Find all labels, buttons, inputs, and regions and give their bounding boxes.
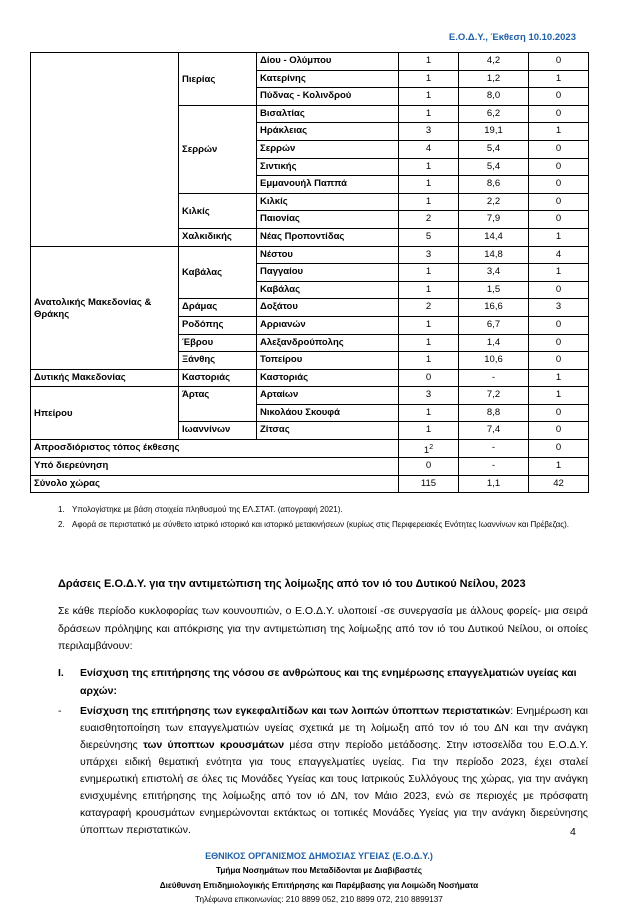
region-cell: Δυτικής Μακεδονίας: [31, 369, 179, 387]
municipality-cell: Αρριανών: [257, 316, 399, 334]
roman-heading: [58, 665, 588, 700]
rate-cell: 2,2: [459, 193, 529, 211]
rate-cell: 4,2: [459, 53, 529, 71]
section-title: Δράσεις Ε.Ο.Δ.Υ. για την αντιμετώπιση της λοίμωξης από τον ιό του Δυτικού Νείλου, 2023: [58, 578, 526, 590]
bullet-body-1: : Ενημέρωση και ευαισθητοποίηση των επαγγελματιών υγείας σχετικά με τη λοίμωξη από τον ιό του ΔΝ και την ανάγκη διερεύνησης: [80, 705, 588, 751]
footer-phones: Τηλέφωνα επικοινωνίας: 210 8899 052, 210 8899 072, 210 8899137: [195, 895, 443, 904]
rate-cell: 7,2: [459, 387, 529, 405]
note-1: [58, 503, 588, 516]
deaths-cell: 1: [529, 123, 589, 141]
rate-cell: 1,4: [459, 334, 529, 352]
rate-cell: 1,5: [459, 281, 529, 299]
unit-cell: Ροδόπης: [179, 316, 257, 334]
municipality-cell: Σιντικής: [257, 158, 399, 176]
footer-dept: Τμήμα Νοσημάτων που Μεταδίδονται με Διαβιβαστές: [215, 866, 423, 875]
unit-cell: Σερρών: [179, 105, 257, 193]
unit-cell: Δράμας: [179, 299, 257, 317]
deaths-cell: 0: [529, 211, 589, 229]
table-notes: [58, 503, 588, 533]
municipality-cell: Κατερίνης: [257, 70, 399, 88]
deaths-cell: 0: [529, 352, 589, 370]
summary-cases-value: 1: [423, 445, 430, 457]
table-row: [31, 53, 589, 71]
footnote-ref: 2: [429, 444, 434, 452]
total-cases: 115: [399, 475, 459, 493]
cases-cell: 2: [399, 211, 459, 229]
rate-cell: 10,6: [459, 352, 529, 370]
roman-number: I.: [58, 667, 64, 679]
rate-cell: 16,6: [459, 299, 529, 317]
unit-cell: Άρτας: [179, 387, 257, 422]
municipality-cell: Ζίτσας: [257, 422, 399, 440]
cases-cell: 1: [399, 264, 459, 282]
deaths-cell: 1: [529, 387, 589, 405]
rate-cell: 7,9: [459, 211, 529, 229]
cases-cell: 1: [399, 316, 459, 334]
cases-cell: 3: [399, 246, 459, 264]
cases-table: [30, 52, 589, 493]
cases-cell: 1: [399, 193, 459, 211]
cases-cell: 1: [399, 105, 459, 123]
rate-cell: -: [459, 369, 529, 387]
cases-cell: 0: [399, 369, 459, 387]
deaths-cell: 0: [529, 404, 589, 422]
total-label: Σύνολο χώρας: [31, 475, 399, 493]
summary-rate: -: [459, 440, 529, 458]
intro-paragraph: Σε κάθε περίοδο κυκλοφορίας των κουνουπιών, ο Ε.Ο.Δ.Υ. υλοποιεί -σε συνεργασία με άλλους φορείς- μια σειρά δράσεων πρόληψης και απόκρισης για την αντιμετώπιση της λοίμωξης από τον ιό του Δυτικού Νείλου, οι οποίες περιλαμβάνουν:: [58, 605, 588, 652]
unit-cell: Έβρου: [179, 334, 257, 352]
rate-cell: 5,4: [459, 158, 529, 176]
municipality-cell: Νικολάου Σκουφά: [257, 404, 399, 422]
rate-cell: 8,6: [459, 176, 529, 194]
deaths-cell: 0: [529, 316, 589, 334]
unit-cell: Πιερίας: [179, 53, 257, 106]
table-row: [31, 246, 589, 264]
bullet-bold-lead: Ενίσχυση της επιτήρησης των εγκεφαλιτίδων και των λοιπών ύποπτων περιστατικών: [80, 705, 511, 717]
total-row: [31, 475, 589, 493]
municipality-cell: Παιονίας: [257, 211, 399, 229]
cases-cell: 1: [399, 70, 459, 88]
rate-cell: 14,8: [459, 246, 529, 264]
cases-cell: 1: [399, 176, 459, 194]
unit-cell: Ιωαννίνων: [179, 422, 257, 440]
rate-cell: 7,4: [459, 422, 529, 440]
unit-cell: Κιλκίς: [179, 193, 257, 228]
summary-row: [31, 440, 589, 458]
municipality-cell: Δοξάτου: [257, 299, 399, 317]
deaths-cell: 0: [529, 105, 589, 123]
total-rate: 1,1: [459, 475, 529, 493]
municipality-cell: Νέστου: [257, 246, 399, 264]
rate-cell: 6,7: [459, 316, 529, 334]
summary-label: Απροσδιόριστος τόπος έκθεσης: [31, 440, 399, 458]
table-row: [31, 387, 589, 405]
page-number: 4: [570, 826, 576, 838]
summary-deaths: 0: [529, 440, 589, 458]
roman-heading-text: Ενίσχυση της επιτήρησης της νόσου σε ανθρώπους και της ενημέρωσης επαγγελματιών υγείας και αρχών:: [80, 667, 577, 697]
note-2: [58, 518, 588, 531]
cases-cell: 1: [399, 334, 459, 352]
deaths-cell: 0: [529, 158, 589, 176]
deaths-cell: 3: [529, 299, 589, 317]
municipality-cell: Αρταίων: [257, 387, 399, 405]
rate-cell: 6,2: [459, 105, 529, 123]
cases-cell: 1: [399, 281, 459, 299]
unit-cell: Χαλκιδικής: [179, 228, 257, 246]
summary-row: [31, 458, 589, 476]
municipality-cell: Νέας Προποντίδας: [257, 228, 399, 246]
summary-rate: -: [459, 458, 529, 476]
deaths-cell: 0: [529, 176, 589, 194]
region-cell: Ηπείρου: [31, 387, 179, 440]
cases-cell: 1: [399, 88, 459, 106]
deaths-cell: 0: [529, 140, 589, 158]
cases-cell: 1: [399, 352, 459, 370]
municipality-cell: Αλεξανδρούπολης: [257, 334, 399, 352]
deaths-cell: 1: [529, 70, 589, 88]
municipality-cell: Καστοριάς: [257, 369, 399, 387]
rate-cell: 8,8: [459, 404, 529, 422]
deaths-cell: 0: [529, 53, 589, 71]
cases-cell: 3: [399, 387, 459, 405]
cases-cell: 1: [399, 422, 459, 440]
summary-cases: [399, 440, 459, 458]
deaths-cell: 0: [529, 88, 589, 106]
note-text: Αφορά σε περιστατικό με σύνθετο ιατρικό ιστορικό και ιστορικό μετακινήσεων (κυρίως στις Περιφερειακές Ενότητες Ιωαννίνων και Πρέβεζας).: [72, 520, 569, 529]
unit-cell: Ξάνθης: [179, 352, 257, 370]
deaths-cell: 0: [529, 281, 589, 299]
cases-cell: 1: [399, 158, 459, 176]
total-deaths: 42: [529, 475, 589, 493]
unit-cell: Καστοριάς: [179, 369, 257, 387]
deaths-cell: 1: [529, 228, 589, 246]
bullet-body-2: μέσα στην περίοδο μετάδοσης. Στην ιστοσελίδα του Ε.Ο.Δ.Υ. υπάρχει ειδική θεματική ενότητα για τους επαγγελματίες υγείας. Για την περίοδο 2023, έχει σταλεί ενημερωτική επιστολή σε όλες τις Μονάδες Υγείας και τους Ιατρικούς Συλλόγους της χώρας, για την ανάγκη ενισχυμένης επιτήρησης της λοίμωξης από τον ιό ΔΝ, τον Μάιο 2023, ενώ σε περιοχές με πρόσφατη καταγραφή κρουσμάτων ενημερώνονται εκτάκτως οι τοπικές Μονάδες Υγείας για την ανάγκη διερεύνησης ύποπτων περιστατικών.: [80, 739, 588, 836]
bullet-bold-inline: των ύποπτων κρουσμάτων: [143, 739, 285, 751]
cases-cell: 2: [399, 299, 459, 317]
cases-cell: 3: [399, 123, 459, 141]
rate-cell: 19,1: [459, 123, 529, 141]
region-cell: [31, 53, 179, 247]
cases-cell: 4: [399, 140, 459, 158]
cases-cell: 1: [399, 53, 459, 71]
deaths-cell: 0: [529, 193, 589, 211]
municipality-cell: Τοπείρου: [257, 352, 399, 370]
cases-cell: 5: [399, 228, 459, 246]
summary-cases: 0: [399, 458, 459, 476]
deaths-cell: 1: [529, 264, 589, 282]
rate-cell: 8,0: [459, 88, 529, 106]
municipality-cell: Καβάλας: [257, 281, 399, 299]
unit-cell: Καβάλας: [179, 246, 257, 299]
table-row: [31, 369, 589, 387]
bullet-item: [58, 703, 588, 839]
rate-cell: 3,4: [459, 264, 529, 282]
deaths-cell: 1: [529, 369, 589, 387]
report-header: Ε.Ο.Δ.Υ., Έκθεση 10.10.2023: [448, 32, 576, 43]
cases-cell: 1: [399, 404, 459, 422]
municipality-cell: Ηράκλειας: [257, 123, 399, 141]
municipality-cell: Παγγαίου: [257, 264, 399, 282]
summary-deaths: 1: [529, 458, 589, 476]
municipality-cell: Σερρών: [257, 140, 399, 158]
municipality-cell: Βισαλτίας: [257, 105, 399, 123]
deaths-cell: 0: [529, 422, 589, 440]
note-number: 1.: [58, 505, 65, 514]
municipality-cell: Δίου - Ολύμπου: [257, 53, 399, 71]
deaths-cell: 0: [529, 334, 589, 352]
footer-directorate: Διεύθυνση Επιδημιολογικής Επιτήρησης και Παρέμβασης για Λοιμώδη Νοσήματα: [159, 881, 479, 890]
region-cell: Ανατολικής Μακεδονίας & Θράκης: [31, 246, 179, 369]
deaths-cell: 4: [529, 246, 589, 264]
bullet-text: [80, 703, 588, 839]
municipality-cell: Εμμανουήλ Παππά: [257, 176, 399, 194]
note-text: Υπολογίστηκε με βάση στοιχεία πληθυσμού της ΕΛ.ΣΤΑΤ. (απογραφή 2021).: [72, 505, 343, 514]
municipality-cell: Κιλκίς: [257, 193, 399, 211]
summary-label: Υπό διερεύνηση: [31, 458, 399, 476]
municipality-cell: Πύδνας - Κολινδρού: [257, 88, 399, 106]
rate-cell: 1,2: [459, 70, 529, 88]
note-number: 2.: [58, 520, 65, 529]
rate-cell: 14,4: [459, 228, 529, 246]
bullet-dash: -: [58, 705, 62, 717]
rate-cell: 5,4: [459, 140, 529, 158]
footer-org: ΕΘΝΙΚΟΣ ΟΡΓΑΝΙΣΜΟΣ ΔΗΜΟΣΙΑΣ ΥΓΕΙΑΣ (Ε.Ο.Δ.Υ.): [205, 851, 433, 861]
